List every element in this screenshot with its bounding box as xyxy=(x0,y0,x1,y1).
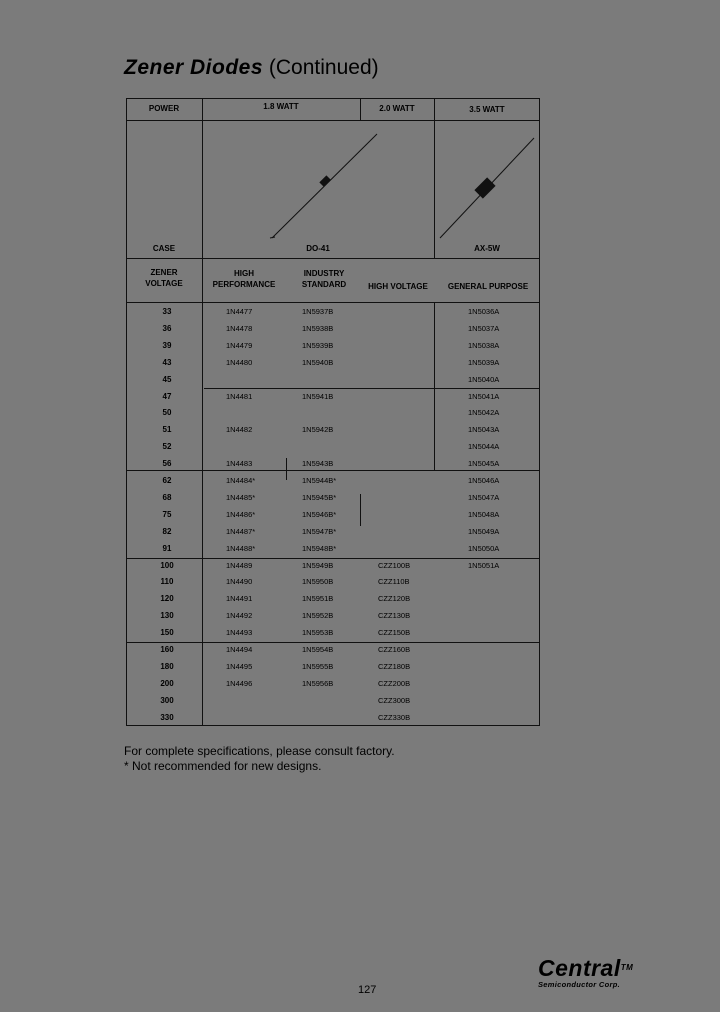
zener-voltage-cell: 100 xyxy=(160,561,174,570)
zener-voltage-cell: 62 xyxy=(162,476,172,485)
logo-subtitle: Semiconductor Corp. xyxy=(538,980,620,989)
ax5w-diode-icon xyxy=(434,120,540,258)
table-row xyxy=(126,476,540,488)
high-performance-cell: 1N4489 xyxy=(226,561,253,570)
general-purpose-cell: 1N5042A xyxy=(468,408,500,417)
table-row xyxy=(126,324,540,336)
high-performance-cell: 1N4492 xyxy=(226,611,253,620)
high-voltage-cell: CZZ130B xyxy=(378,611,411,620)
industry-standard-cell: 1N5948B* xyxy=(302,544,337,553)
table-row xyxy=(126,696,540,708)
col-high-performance: HIGH PERFORMANCE xyxy=(212,269,276,289)
col-general-purpose: GENERAL PURPOSE xyxy=(447,282,529,291)
industry-standard-cell: 1N5952B xyxy=(302,611,334,620)
industry-standard-cell: 1N5944B* xyxy=(302,476,337,485)
general-purpose-cell: 1N5045A xyxy=(468,459,500,468)
logo-name: Central xyxy=(538,955,621,981)
table-row xyxy=(126,628,540,640)
zener-voltage-cell: 150 xyxy=(160,628,174,637)
high-performance-cell: 1N4487* xyxy=(226,527,256,536)
zener-voltage-cell: 120 xyxy=(160,594,174,603)
general-purpose-cell: 1N5046A xyxy=(468,476,500,485)
industry-standard-cell: 1N5954B xyxy=(302,645,334,654)
industry-standard-cell: 1N5939B xyxy=(302,341,334,350)
high-performance-cell: 1N4480 xyxy=(226,358,253,367)
high-performance-cell: 1N4495 xyxy=(226,662,253,671)
table-row xyxy=(126,527,540,539)
table-row xyxy=(126,341,540,353)
industry-standard-cell: 1N5938B xyxy=(302,324,334,333)
zener-voltage-cell: 180 xyxy=(160,662,174,671)
industry-standard-cell: 1N5951B xyxy=(302,594,334,603)
title-bold: Zener Diodes xyxy=(124,56,264,79)
industry-standard-cell: 1N5946B* xyxy=(302,510,337,519)
table-row xyxy=(126,611,540,623)
table-row xyxy=(126,459,540,471)
zener-voltage-cell: 33 xyxy=(162,307,172,316)
high-voltage-cell: CZZ180B xyxy=(378,662,411,671)
general-purpose-cell: 1N5038A xyxy=(468,341,500,350)
table-row xyxy=(126,425,540,437)
high-voltage-cell: CZZ200B xyxy=(378,679,411,688)
high-performance-cell: 1N4478 xyxy=(226,324,253,333)
note-specifications: For complete specifications, please consult factory. xyxy=(124,744,395,758)
high-voltage-cell: CZZ330B xyxy=(378,713,411,722)
table-row xyxy=(126,645,540,657)
zener-voltage-cell: 110 xyxy=(160,577,174,586)
industry-standard-cell: 1N5956B xyxy=(302,679,334,688)
zener-voltage-cell: 52 xyxy=(162,442,172,451)
high-voltage-cell: CZZ120B xyxy=(378,594,411,603)
zener-voltage-cell: 36 xyxy=(162,324,172,333)
page-number: 127 xyxy=(358,984,377,996)
high-performance-cell: 1N4481 xyxy=(226,392,253,401)
col-industry-standard: INDUSTRY STANDARD xyxy=(301,269,347,289)
zener-voltage-cell: 91 xyxy=(162,544,172,553)
table-row xyxy=(126,594,540,606)
general-purpose-cell: 1N5049A xyxy=(468,527,500,536)
footnotes xyxy=(124,744,395,774)
general-purpose-cell: 1N5051A xyxy=(468,561,500,570)
high-voltage-cell: CZZ160B xyxy=(378,645,411,654)
high-performance-cell: 1N4491 xyxy=(226,594,253,603)
general-purpose-cell: 1N5040A xyxy=(468,375,500,384)
zener-voltage-cell: 50 xyxy=(162,408,172,417)
high-voltage-cell: CZZ100B xyxy=(378,561,411,570)
logo-tm: TM xyxy=(620,963,634,972)
table-row xyxy=(126,662,540,674)
industry-standard-cell: 1N5945B* xyxy=(302,493,337,502)
general-purpose-cell: 1N5037A xyxy=(468,324,500,333)
table-row xyxy=(126,561,540,573)
zener-voltage-cell: 330 xyxy=(160,713,174,722)
industry-standard-cell: 1N5953B xyxy=(302,628,334,637)
table-row xyxy=(126,358,540,370)
industry-standard-cell: 1N5940B xyxy=(302,358,334,367)
do41-diode-icon xyxy=(202,120,434,258)
table-row xyxy=(126,408,540,420)
zener-table xyxy=(126,98,540,726)
high-voltage-cell: CZZ110B xyxy=(378,577,410,586)
zener-voltage-cell: 47 xyxy=(162,392,172,401)
power-2-0-watt: 2.0 WATT xyxy=(379,104,415,113)
zener-voltage-cell: 160 xyxy=(160,645,174,654)
general-purpose-cell: 1N5048A xyxy=(468,510,500,519)
zener-voltage-cell: 68 xyxy=(162,493,172,502)
industry-standard-cell: 1N5947B* xyxy=(302,527,337,536)
table-row xyxy=(126,577,540,589)
table-row xyxy=(126,442,540,454)
zener-voltage-cell: 43 xyxy=(162,358,172,367)
high-voltage-cell: CZZ150B xyxy=(378,628,411,637)
general-purpose-cell: 1N5043A xyxy=(468,425,500,434)
high-performance-cell: 1N4482 xyxy=(226,425,253,434)
table-row xyxy=(126,510,540,522)
zener-voltage-cell: 200 xyxy=(160,679,174,688)
case-ax5w-label: AX-5W xyxy=(474,244,500,253)
industry-standard-cell: 1N5955B xyxy=(302,662,334,671)
zener-voltage-cell: 45 xyxy=(162,375,172,384)
industry-standard-cell: 1N5949B xyxy=(302,561,334,570)
high-performance-cell: 1N4479 xyxy=(226,341,253,350)
industry-standard-cell: 1N5943B xyxy=(302,459,334,468)
high-performance-cell: 1N4484* xyxy=(226,476,256,485)
zener-voltage-cell: 82 xyxy=(162,527,172,536)
table-row xyxy=(126,713,540,725)
case-label: CASE xyxy=(152,244,176,253)
table-row xyxy=(126,679,540,691)
table-row xyxy=(126,307,540,319)
table-row xyxy=(126,392,540,404)
industry-standard-cell: 1N5937B xyxy=(302,307,334,316)
note-not-recommended: * Not recommended for new designs. xyxy=(124,759,322,773)
zener-voltage-cell: 56 xyxy=(162,459,172,468)
power-label: POWER xyxy=(148,104,180,113)
power-3-5-watt: 3.5 WATT xyxy=(469,105,505,114)
zener-voltage-cell: 75 xyxy=(162,510,172,519)
industry-standard-cell: 1N5950B xyxy=(302,577,334,586)
zener-voltage-cell: 39 xyxy=(162,341,172,350)
zener-voltage-cell: 130 xyxy=(160,611,174,620)
col-zener-voltage: ZENER VOLTAGE xyxy=(145,268,183,288)
general-purpose-cell: 1N5044A xyxy=(468,442,500,451)
col-high-voltage: HIGH VOLTAGE xyxy=(368,282,428,291)
power-1-8-watt: 1.8 WATT xyxy=(263,102,299,111)
zener-voltage-cell: 51 xyxy=(162,425,172,434)
high-voltage-cell: CZZ300B xyxy=(378,696,411,705)
table-row xyxy=(126,375,540,387)
high-performance-cell: 1N4483 xyxy=(226,459,253,468)
high-performance-cell: 1N4490 xyxy=(226,577,253,586)
general-purpose-cell: 1N5039A xyxy=(468,358,500,367)
high-performance-cell: 1N4486* xyxy=(226,510,256,519)
high-performance-cell: 1N4493 xyxy=(226,628,253,637)
title-continued: (Continued) xyxy=(268,56,379,79)
high-performance-cell: 1N4485* xyxy=(226,493,256,502)
high-performance-cell: 1N4494 xyxy=(226,645,253,654)
industry-standard-cell: 1N5942B xyxy=(302,425,334,434)
table-row xyxy=(126,544,540,556)
general-purpose-cell: 1N5041A xyxy=(468,392,500,401)
page-title xyxy=(124,56,379,80)
general-purpose-cell: 1N5050A xyxy=(468,544,500,553)
general-purpose-cell: 1N5036A xyxy=(468,307,500,316)
case-do41-label: DO-41 xyxy=(306,244,330,253)
central-logo xyxy=(538,956,633,989)
table-row xyxy=(126,493,540,505)
zener-voltage-cell: 300 xyxy=(160,696,174,705)
high-performance-cell: 1N4496 xyxy=(226,679,253,688)
high-performance-cell: 1N4488* xyxy=(226,544,256,553)
high-performance-cell: 1N4477 xyxy=(226,307,253,316)
general-purpose-cell: 1N5047A xyxy=(468,493,500,502)
industry-standard-cell: 1N5941B xyxy=(302,392,334,401)
